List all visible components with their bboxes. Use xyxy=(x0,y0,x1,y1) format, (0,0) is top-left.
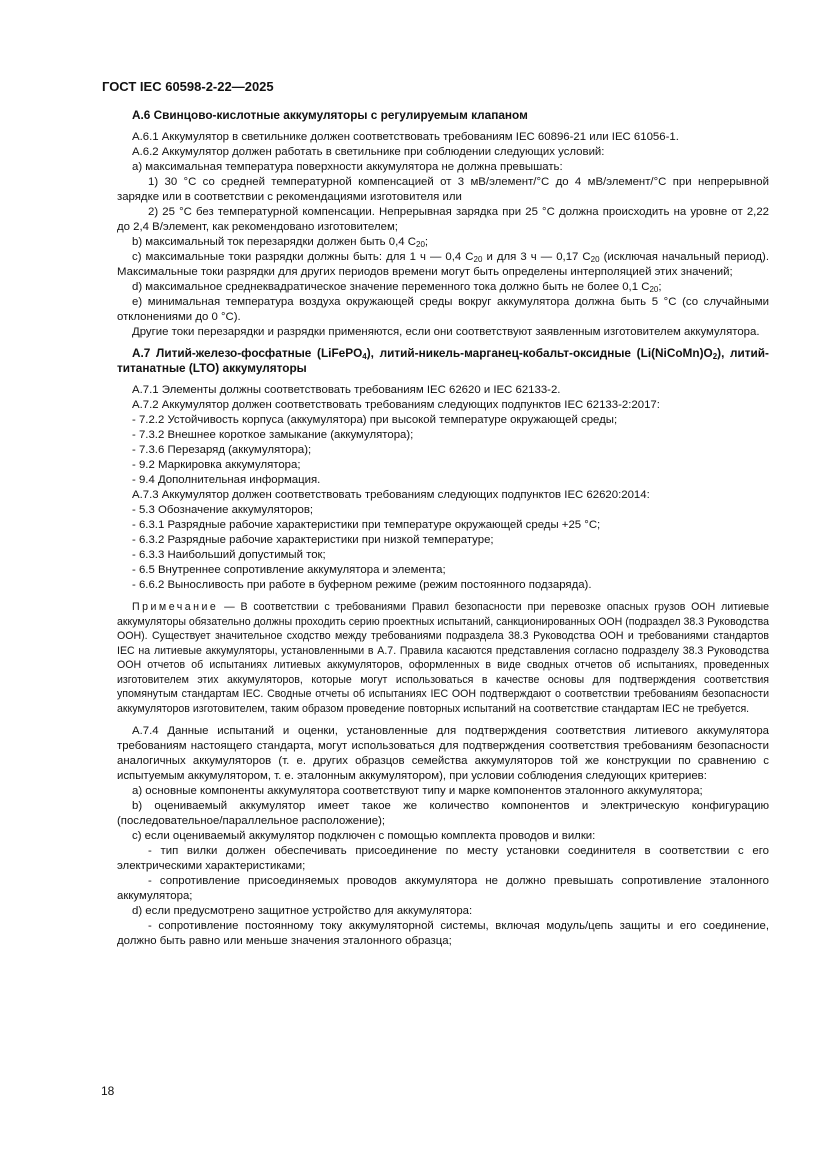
paragraph: d) если предусмотрено защитное устройство для аккумулятора: xyxy=(132,905,473,917)
paragraph: 1) 30 °С со средней температурной компенсацией от 3 мВ/элемент/°С до 4 мВ/элемент/°С при непрерывной зарядке или в соответствии с рекомендациями изготовителя или xyxy=(117,176,769,203)
text: ), литий-титанатные (LTO) аккумуляторы xyxy=(117,346,769,375)
list-item: - 6.6.2 Выносливость при работе в буферном режиме (режим постоянного подзаряда). xyxy=(132,579,592,591)
subscript: 4 xyxy=(362,352,367,361)
section-a7-heading xyxy=(117,346,769,376)
paragraph xyxy=(117,250,769,280)
text: ; xyxy=(658,281,662,293)
list-item: - 7.2.2 Устойчивость корпуса (аккумулятора) при высокой температуре окружающей среды; xyxy=(132,414,618,426)
list-item: - 7.3.2 Внешнее короткое замыкание (аккумулятора); xyxy=(132,429,414,441)
document-body xyxy=(117,108,769,949)
list-item: - 6.3.3 Наибольший допустимый ток; xyxy=(132,549,326,561)
paragraph: А.7.3 Аккумулятор должен соответствовать требованиям следующих подпунктов IEC 62620:2014: xyxy=(132,489,650,501)
paragraph: А.7.2 Аккумулятор должен соответствовать требованиям следующих подпунктов IEC 62133-2:2017: xyxy=(132,399,660,411)
paragraph xyxy=(117,280,769,295)
subscript: 20 xyxy=(590,255,600,264)
list-item: - тип вилки должен обеспечивать присоединение по месту установки соединителя в соответствии с его электрическими характеристиками; xyxy=(117,845,769,872)
document-header: ГОСТ IEC 60598-2-22—2025 xyxy=(102,79,274,94)
list-item: - 7.3.6 Перезаряд (аккумулятора); xyxy=(132,444,312,456)
paragraph: е) минимальная температура воздуха окружающей среды вокруг аккумулятора должна быть 5 °С (со случайными отклонениями до 0 °С). xyxy=(117,296,769,323)
page-number: 18 xyxy=(101,1084,115,1098)
text: ), литий-никель-марганец-кобальт-оксидные (Li(NiCoMn)O xyxy=(366,346,713,360)
paragraph: 2) 25 °С без температурной компенсации. Непрерывная зарядка при 25 °С должна происходить на уровне от 2,22 до 2,4 В/элемент, как рекомендовано изготовителем; xyxy=(117,206,769,233)
text: (исключая начальный период). Максимальные токи разрядки для других периодов времени могут быть определены интерполяцией этих значений; xyxy=(117,251,770,278)
list-item: - 6.5 Внутреннее сопротивление аккумулятора и элемента; xyxy=(132,564,446,576)
note xyxy=(117,600,769,716)
list-item: - 9.4 Дополнительная информация. xyxy=(132,474,321,486)
list-item: - 6.3.1 Разрядные рабочие характеристики при температуре окружающей среды +25 °С; xyxy=(132,519,601,531)
subscript: 20 xyxy=(473,255,483,264)
list-item: - сопротивление постоянному току аккумуляторной системы, включая модуль/цепь защиты и его соединение, должно быть равно или меньше значения эталонного образца; xyxy=(117,920,769,947)
subscript: 20 xyxy=(416,240,425,249)
text: А.7 Литий-железо-фосфатные (LiFePO xyxy=(132,346,363,360)
section-a6-heading: А.6 Свинцово-кислотные аккумуляторы с регулируемым клапаном xyxy=(132,108,528,122)
text: b) максимальный ток перезарядки должен быть 0,4 C xyxy=(132,236,417,248)
paragraph: а) максимальная температура поверхности аккумулятора не должна превышать: xyxy=(132,161,563,173)
list-item: - 5.3 Обозначение аккумуляторов; xyxy=(132,504,314,516)
text: ; xyxy=(424,236,429,248)
subscript: 2 xyxy=(712,352,718,361)
text: и для 3 ч — 0,17 C xyxy=(482,251,591,263)
subscript: 20 xyxy=(649,285,659,294)
list-item: - сопротивление присоединяемых проводов аккумулятора не должно превышать сопротивление эталонного аккумулятора; xyxy=(117,875,769,902)
note-label: Примечание xyxy=(132,601,219,613)
paragraph: А.7.4 Данные испытаний и оценки, установленные для подтверждения соответствия литиевого аккумулятора требованиям настоящего стандарта, могут использоваться для подтверждения соответствия требованиям безопасности аналогичных аккумуляторов (т. е. других образцов семейства аккумуляторов той же конструкции по сравнению с испытуемым аккумулятором, т. е. эталонным аккумулятором), при условии соблюдения следующих критериев: xyxy=(117,725,769,782)
text: d) максимальное среднеквадратическое значение переменного тока должно быть не более 0,1 C xyxy=(132,281,650,293)
paragraph: а) основные компоненты аккумулятора соответствуют типу и марке компонентов эталонного аккумулятора; xyxy=(132,785,703,797)
list-item: - 6.3.2 Разрядные рабочие характеристики при низкой температуре; xyxy=(132,534,494,546)
paragraph: А.6.1 Аккумулятор в светильнике должен соответствовать требованиям IEC 60896-21 или IEC 61056-1. xyxy=(132,131,679,143)
text: с) максимальные токи разрядки должны быть: для 1 ч — 0,4 C xyxy=(132,251,474,263)
paragraph: b) оцениваемый аккумулятор имеет такое же количество компонентов и электрическую конфигурацию (последовательное/параллельное расположение); xyxy=(117,800,769,827)
list-item: - 9.2 Маркировка аккумулятора; xyxy=(132,459,301,471)
paragraph xyxy=(117,235,769,250)
paragraph: с) если оцениваемый аккумулятор подключен с помощью комплекта проводов и вилки: xyxy=(132,830,596,842)
note-text: — В соответствии с требованиями Правил безопасности при перевозке опасных грузов ООН литиевые аккумуляторы обязательно должны проходить серию проектных испытаний, санкционированных ООН (подраздел 38.3 Руководства ООН). Существует значительное сходство между требованиями подраздела 38.3 Руководства ООН и требованиями стандартов IEC на литиевые аккумуляторы, установленными в А.7. Правила касаются представления согласно подразделу 38.3 Руководства ООН отчетов об испытаниях литиевых аккумуляторов, оформленных в виде сводных отчетов об испытаниях, проведенных изготовителем этих аккумуляторов, которые могут использоваться в качестве основы для подтверждения соответствия упомянутым стандартам IEC. Сводные отчеты об испытаниях IEC ООН подтверждают о соответствии требованиям безопасности аккумуляторов изготовителем, таким образом проведение повторных испытаний на соответствие стандартам IEC не требуется. xyxy=(117,601,769,715)
paragraph: А.7.1 Элементы должны соответствовать требованиям IEC 62620 и IEC 62133-2. xyxy=(132,384,561,396)
paragraph: А.6.2 Аккумулятор должен работать в светильнике при соблюдении следующих условий: xyxy=(132,146,605,158)
paragraph: Другие токи перезарядки и разрядки применяются, если они соответствуют заявленным изготовителем аккумулятора. xyxy=(132,326,760,338)
